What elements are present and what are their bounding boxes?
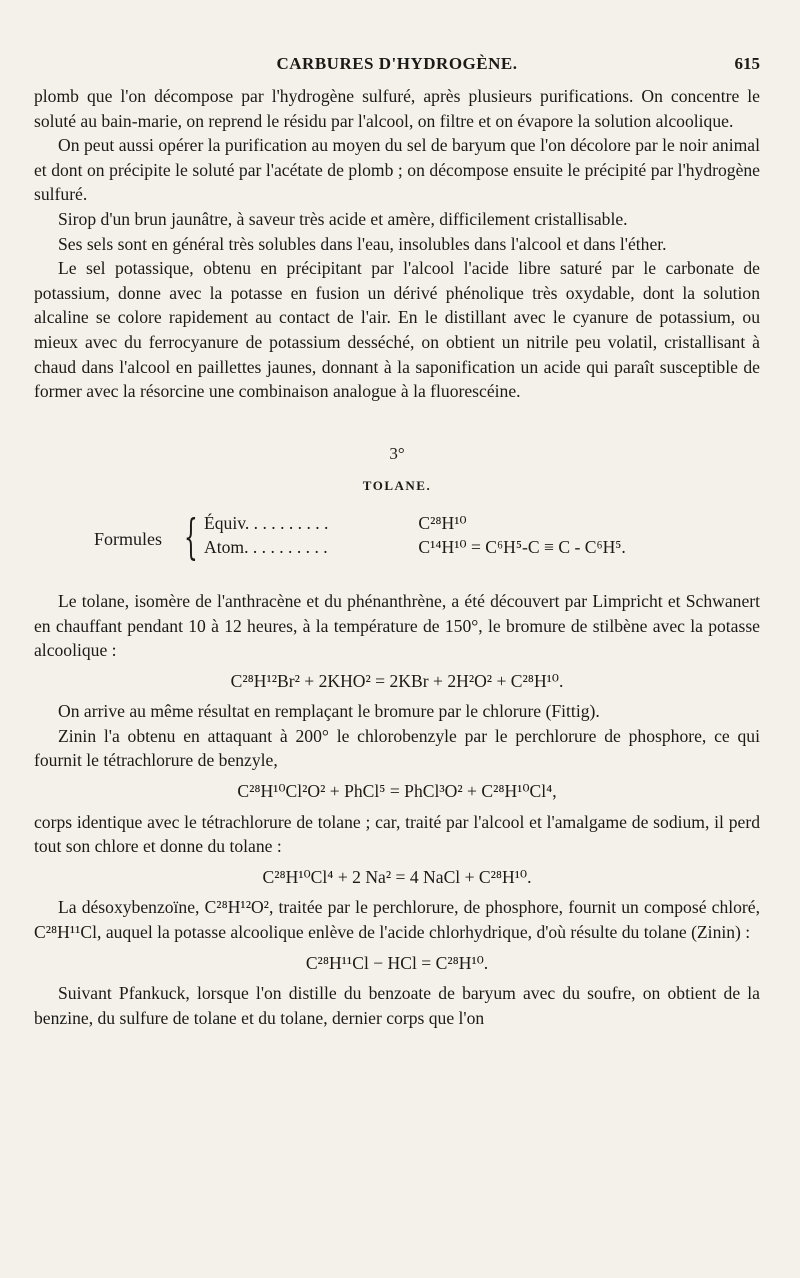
- running-title: CARBURES D'HYDROGÈNE.: [276, 54, 518, 73]
- equation: C²⁸H¹⁰Cl⁴ + 2 Na² = 4 NaCl + C²⁸H¹⁰.: [262, 866, 532, 887]
- paragraph: On arrive au même résultat en remplaçant le bromure par le chlorure (Fittig).: [58, 701, 600, 722]
- section-title: TOLANE.: [362, 478, 432, 494]
- formula-row-equiv: [204, 511, 467, 536]
- paragraph: Le sel potassique, obtenu en précipitant par l'alcool l'acide libre saturé par le carbonate de potassium, donne avec la potasse en fusion un dérivé phénolique très oxydable, dont la solution alcaline se colore rapidement au contact de l'air. En le distillant avec le cyanure de potassium, ou mieux avec du ferrocyanure de potassium desséché, on obtient un nitrile peu volatil, cristallisant à chaud dans l'alcool en paillettes jaunes, donnant à la saponification un acide qui paraît susceptible de former avec la résorcine une combinaison analogue à la fluorescéine.: [34, 258, 760, 402]
- section-number: 3°: [389, 443, 405, 463]
- formula-value: C²⁸H¹⁰: [418, 512, 467, 533]
- paragraph: Ses sels sont en général très solubles dans l'eau, insolubles dans l'alcool et dans l'éther.: [58, 233, 667, 254]
- paragraph: Sirop d'un brun jaunâtre, à saveur très acide et amère, difficilement cristallisable.: [58, 208, 628, 229]
- formula-value: C¹⁴H¹⁰ = C⁶H⁵-C ≡ C - C⁶H⁵.: [418, 536, 626, 557]
- page-header: [34, 54, 760, 80]
- paragraph: Suivant Pfankuck, lorsque l'on distille du benzoate de baryum avec du soufre, on obtient de la benzine, du sulfure de tolane et du tolane, dernier corps que l'on: [34, 983, 760, 1028]
- paragraph: plomb que l'on décompose par l'hydrogène sulfuré, après plusieurs purifications. On concentre le soluté au bain-marie, on reprend le résidu par l'alcool, on filtre et on évapore la solution alcoolique.: [34, 86, 760, 131]
- formula-name: Équiv. . . . . . . . . .: [204, 512, 329, 533]
- page-body: [34, 84, 760, 1030]
- equation: C²⁸H¹¹Cl − HCl = C²⁸H¹⁰.: [305, 952, 489, 973]
- paragraph: Zinin l'a obtenu en attaquant à 200° le chlorobenzyle par le perchlorure de phosphore, ce qui fournit le tétrachlorure de benzyle,: [34, 725, 760, 771]
- paragraph: La désoxybenzoïne, C²⁸H¹²O², traitée par le perchlorure, de phosphore, fournit un composé chloré, C²⁸H¹¹Cl, auquel la potasse alcoolique enlève de l'acide chlorhydrique, d'où résulte du tolane (Zinin) :: [34, 897, 760, 943]
- page-number: 615: [734, 54, 760, 73]
- equation: C²⁸H¹²Br² + 2KHO² = 2KBr + 2H²O² + C²⁸H¹⁰.: [230, 670, 564, 691]
- brace-icon: {: [184, 508, 198, 565]
- paragraph: On peut aussi opérer la purification au moyen du sel de baryum que l'on décolore par le noir animal et dont on précipite le soluté par l'acétate de plomb ; on décompose ensuite le précipité par l'hydrogène sulfuré.: [34, 135, 760, 205]
- formulas-block: [34, 508, 760, 567]
- paragraph: corps identique avec le tétrachlorure de tolane ; car, traité par l'alcool et l'amalgame de sodium, il perd tout son chlore et donne du tolane :: [34, 811, 760, 857]
- paragraph: Le tolane, isomère de l'anthracène et du phénanthrène, a été découvert par Limpricht et Schwanert en chauffant pendant 10 à 12 heures, à la température de 150°, le bromure de stilbène avec la potasse alcoolique :: [34, 590, 760, 661]
- formulas-label: Formules: [94, 528, 163, 549]
- formula-name: Atom. . . . . . . . . .: [204, 536, 328, 557]
- equation: C²⁸H¹⁰Cl²O² + PhCl⁵ = PhCl³O² + C²⁸H¹⁰Cl⁴,: [237, 781, 557, 802]
- formula-row-atom: [204, 535, 626, 560]
